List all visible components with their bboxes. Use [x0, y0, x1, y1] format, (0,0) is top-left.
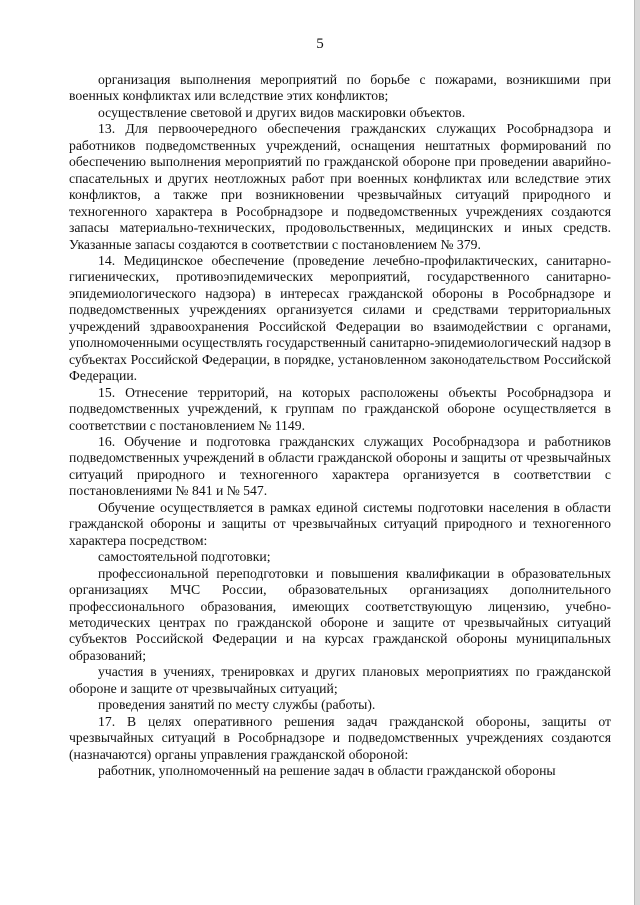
- list-item-exercises: участия в учениях, тренировках и других плановых мероприятиях по гражданской обороне и защите от чрезвычайных ситуаций;: [69, 664, 611, 696]
- list-item-self-study: самостоятельной подготовки;: [98, 549, 271, 565]
- paragraph-authorized-employee: работник, уполномоченный на решение задач в области гражданской обороны: [98, 763, 556, 779]
- document-body: [69, 72, 611, 779]
- paragraph-13-reserves: 13. Для первоочередного обеспечения гражданских служащих Рособрнадзора и работников подведомственных учреждений, оснащения нештатных формирований по обеспечению выполнения мероприятий по гражданской обороне при проведении аварийно-спасательных и других неотложных работ при военных конфликтах или вследствие этих конфликтов, а также при возникновении чрезвычайных ситуаций природного и техногенного характера в Рособрнадзоре и подведомственных учреждениях создаются запасы материально-технических, продовольственных, медицинских и иных средств. Указанные запасы создаются в соответствии с постановлением № 379.: [69, 121, 611, 252]
- list-item-retraining: профессиональной переподготовки и повышения квалификации в образовательных организациях МЧС России, образовательных организациях дополнительного профессионального образования, имеющих соответствующую лицензию, учебно-методических центрах по гражданской обороне и защите от чрезвычайных ситуаций субъектов Российской Федерации и на курсах гражданской обороны муниципальных образований;: [69, 565, 611, 663]
- paragraph-training-system: Обучение осуществляется в рамках единой системы подготовки населения в области гражданской обороны и защиты от чрезвычайных ситуаций природного и техногенного характера посредством:: [69, 499, 611, 548]
- list-item-workplace-classes: проведения занятий по месту службы (работы).: [98, 697, 376, 713]
- paragraph-16-training: 16. Обучение и подготовка гражданских служащих Рособрнадзора и работников подведомственных учреждений в области гражданской обороны и защиты от чрезвычайных ситуаций природного и техногенного характера организуется в соответствии с постановлениями № 841 и № 547.: [69, 433, 611, 499]
- scan-edge-shadow: [635, 0, 640, 905]
- paragraph-fire-fighting: организация выполнения мероприятий по борьбе с пожарами, возникшими при военных конфликтах или вследствие этих конфликтов;: [69, 72, 611, 104]
- paragraph-17-management: 17. В целях оперативного решения задач гражданской обороны, защиты от чрезвычайных ситуаций в Рособрнадзоре и подведомственных учреждениях создаются (назначаются) органы управления гражданской обороной:: [69, 713, 611, 762]
- paragraph-15-territories: 15. Отнесение территорий, на которых расположены объекты Рособрнадзора и подведомственных учреждений, к группам по гражданской обороне осуществляется в соответствии с постановлением № 1149.: [69, 384, 611, 433]
- paragraph-14-medical: 14. Медицинское обеспечение (проведение лечебно-профилактических, санитарно-гигиенических, противоэпидемических мероприятий, государственного санитарно-эпидемиологического надзора) в интересах гражданской обороны в Рособрнадзоре и подведомственных учреждениях организуется силами и средствами территориальных учреждений здравоохранения Российской Федерации во взаимодействии с органами, уполномоченными осуществлять государственный санитарно-эпидемиологический надзор в субъектах Российской Федерации, в порядке, установленном законодательством Российской Федерации.: [69, 252, 611, 384]
- page-number: 5: [316, 36, 324, 52]
- paragraph-camouflage: осуществление световой и других видов маскировки объектов.: [98, 104, 466, 120]
